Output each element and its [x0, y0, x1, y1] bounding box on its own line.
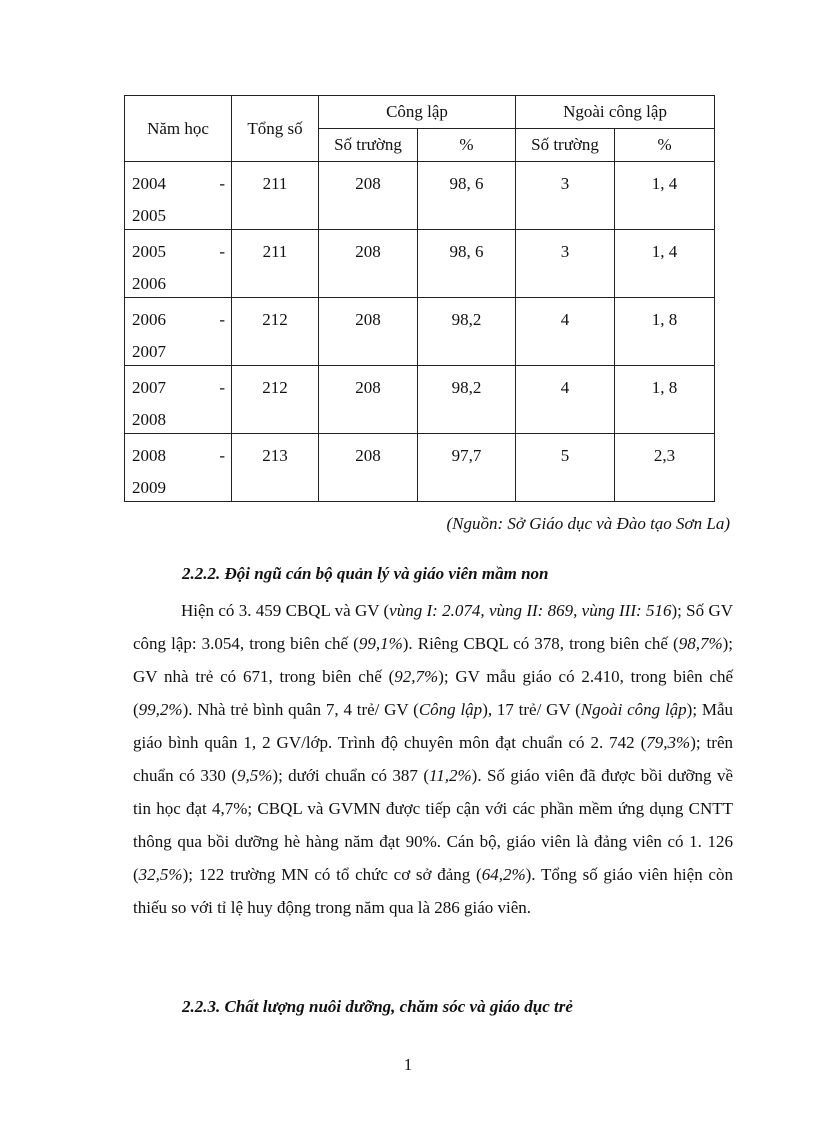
italic-segment: Công lập	[418, 700, 483, 719]
header-private: Ngoài công lập	[516, 96, 715, 129]
cell-public-schools: 208	[319, 434, 418, 502]
italic-segment: Ngoài công lập	[580, 700, 687, 719]
table-row	[125, 366, 715, 434]
year-end: 2007	[132, 342, 166, 361]
table-source-note: (Nguồn: Sở Giáo dục và Đào tạo Sơn La)	[446, 514, 730, 533]
cell-private-schools: 3	[516, 230, 615, 298]
table-row	[125, 298, 715, 366]
page-number: 1	[403, 1055, 413, 1074]
cell-school-year	[125, 162, 232, 230]
school-statistics-table	[124, 95, 715, 502]
year-dash: -	[219, 242, 225, 261]
text-segment: Hiện có 3. 459 CBQL và GV (	[181, 601, 390, 620]
cell-private-schools: 3	[516, 162, 615, 230]
cell-total: 213	[232, 434, 319, 502]
cell-private-percent: 1, 8	[615, 366, 715, 434]
year-dash: -	[219, 378, 225, 397]
text-segment: ); GV mẫu giáo có 2.410, trong biên chế (	[133, 667, 733, 719]
year-start: 2004	[132, 174, 166, 193]
year-dash: -	[219, 310, 225, 329]
italic-segment: 32,5%	[138, 865, 183, 884]
text-segment: ). Số giáo viên đã được bồi dưỡng về tin học đạt 4,7%; CBQL và GVMN được tiếp cận với các phần mềm ứng dụng CNTT thông qua bồi dưỡng hè hàng năm đạt 90%. Cán bộ, giáo viên là đảng viên có 1. 126 (	[133, 766, 733, 884]
year-start: 2008	[132, 446, 166, 465]
text-segment: ); trên chuẩn có 330 (	[133, 733, 733, 785]
cell-private-schools: 4	[516, 298, 615, 366]
header-public-percent: %	[418, 129, 516, 162]
cell-total: 211	[232, 230, 319, 298]
text-segment: ); 122 trường MN có tổ chức cơ sở đảng (	[182, 865, 482, 884]
cell-total: 212	[232, 366, 319, 434]
cell-public-percent: 98, 6	[418, 230, 516, 298]
header-private-schools: Số trường	[516, 129, 615, 162]
italic-segment: 64,2%	[481, 865, 526, 884]
section-paragraph-2-2-2	[133, 594, 733, 924]
cell-public-percent: 98,2	[418, 366, 516, 434]
italic-segment: 98,7%	[678, 634, 723, 653]
italic-segment: vùng I: 2.074, vùng II: 869, vùng III: 516	[389, 601, 672, 620]
text-segment: ); GV nhà trẻ có 671, trong biên chế (	[133, 634, 733, 686]
text-segment: ). Nhà trẻ bình quân 7, 4 trẻ/ GV (	[182, 700, 419, 719]
year-dash: -	[219, 174, 225, 193]
text-segment: ), 17 trẻ/ GV (	[482, 700, 581, 719]
text-segment: ); Số GV công lập: 3.054, trong biên chế (	[133, 601, 733, 653]
table-row	[125, 230, 715, 298]
italic-segment: 92,7%	[394, 667, 439, 686]
text-segment: ). Riêng CBQL có 378, trong biên chế (	[402, 634, 679, 653]
year-end: 2006	[132, 274, 166, 293]
italic-segment: 99,2%	[138, 700, 183, 719]
cell-private-percent: 1, 8	[615, 298, 715, 366]
cell-private-percent: 2,3	[615, 434, 715, 502]
italic-segment: 99,1%	[358, 634, 403, 653]
cell-school-year	[125, 298, 232, 366]
year-dash: -	[219, 446, 225, 465]
year-start: 2007	[132, 378, 166, 397]
text-segment: ); Mẫu giáo bình quân 1, 2 GV/lớp. Trình độ chuyên môn đạt chuẩn có 2. 742 (	[133, 700, 733, 752]
cell-public-schools: 208	[319, 162, 418, 230]
header-school-year: Năm học	[125, 96, 232, 162]
cell-total: 211	[232, 162, 319, 230]
cell-school-year	[125, 230, 232, 298]
cell-public-percent: 98, 6	[418, 162, 516, 230]
year-start: 2006	[132, 310, 166, 329]
cell-private-percent: 1, 4	[615, 162, 715, 230]
header-public: Công lập	[319, 96, 516, 129]
text-segment: ); dưới chuẩn có 387 (	[272, 766, 429, 785]
year-start: 2005	[132, 242, 166, 261]
cell-public-schools: 208	[319, 230, 418, 298]
italic-segment: 11,2%	[429, 766, 472, 785]
cell-public-schools: 208	[319, 366, 418, 434]
cell-public-schools: 208	[319, 298, 418, 366]
section-heading-2-2-3: 2.2.3. Chất lượng nuôi dưỡng, chăm sóc và giáo dục trẻ	[182, 997, 573, 1016]
header-total: Tổng số	[232, 96, 319, 162]
year-end: 2005	[132, 206, 166, 225]
cell-school-year	[125, 366, 232, 434]
cell-total: 212	[232, 298, 319, 366]
cell-public-percent: 98,2	[418, 298, 516, 366]
table-row	[125, 162, 715, 230]
year-end: 2009	[132, 478, 166, 497]
italic-segment: 9,5%	[236, 766, 273, 785]
italic-segment: 79,3%	[646, 733, 691, 752]
year-end: 2008	[132, 410, 166, 429]
text-segment: ). Tổng số giáo viên hiện còn thiếu so với tỉ lệ huy động trong năm qua là 286 giáo viên.	[133, 865, 733, 917]
section-heading-2-2-2: 2.2.2. Đội ngũ cán bộ quản lý và giáo viên mầm non	[182, 564, 549, 583]
cell-private-schools: 4	[516, 366, 615, 434]
table-row	[125, 434, 715, 502]
cell-private-schools: 5	[516, 434, 615, 502]
cell-public-percent: 97,7	[418, 434, 516, 502]
cell-school-year	[125, 434, 232, 502]
cell-private-percent: 1, 4	[615, 230, 715, 298]
header-public-schools: Số trường	[319, 129, 418, 162]
header-private-percent: %	[615, 129, 715, 162]
